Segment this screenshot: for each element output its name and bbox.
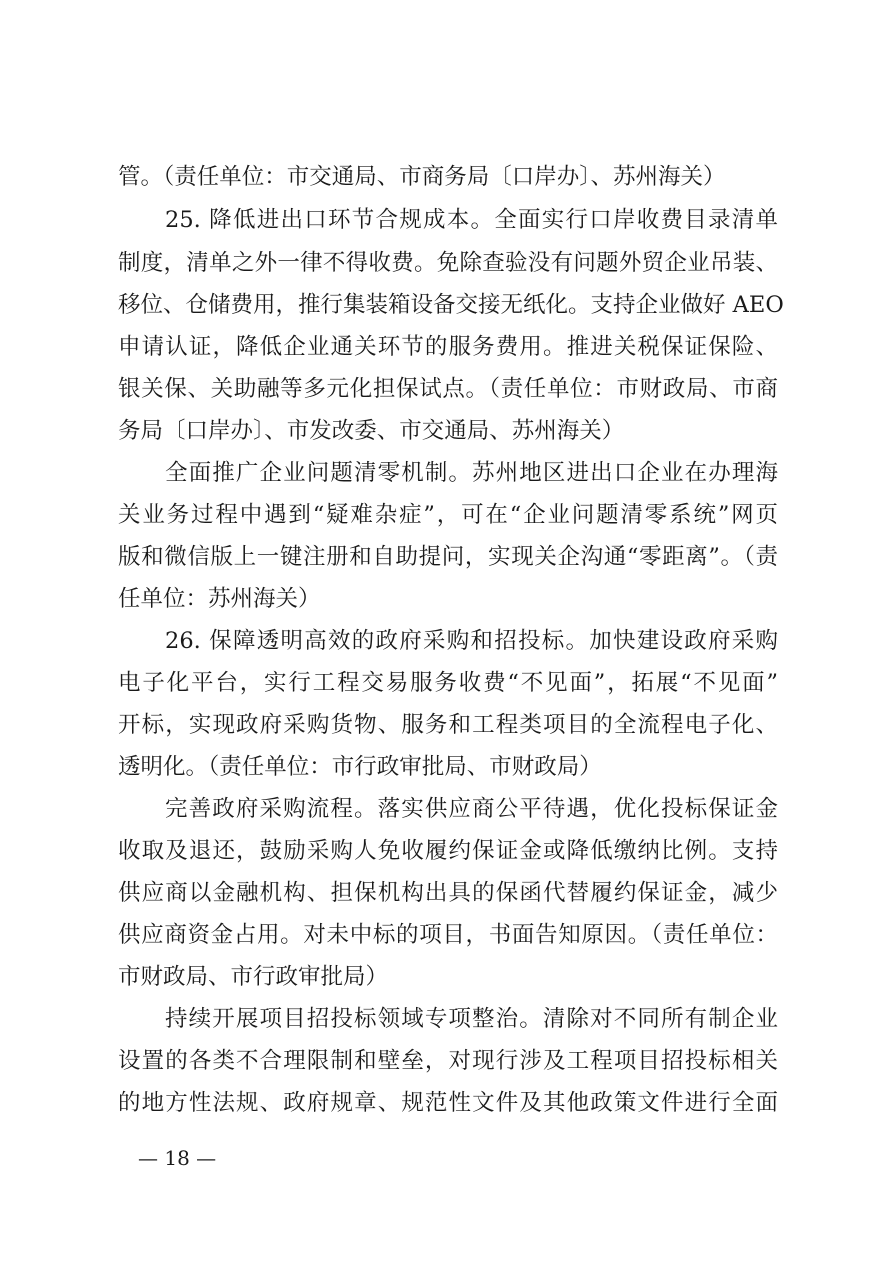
text-line: 市财政局、市行政审批局） (118, 964, 389, 990)
text-line: 供应商资金占用。对未中标的项目，书面告知原因。（责任单位： (118, 922, 778, 948)
paragraph-start: 完善政府采购流程。落实供应商公平待遇，优化投标保证金 (165, 796, 778, 822)
text-line: 供应商以金融机构、担保机构出具的保函代替履约保证金，减少 (118, 880, 778, 906)
text-line: 关业务过程中遇到“疑难杂症”，可在“企业问题清零系统”网页 (118, 502, 778, 528)
text-line: 电子化平台，实行工程交易服务收费“不见面”，拓展“不见面” (118, 670, 778, 696)
text-line: 透明化。（责任单位：市行政审批局、市财政局） (118, 754, 602, 780)
text-line: 制度，清单之外一律不得收费。免除查验没有问题外贸企业吊装、 (118, 250, 778, 276)
text-line: 收取及退还，鼓励采购人免收履约保证金或降低缴纳比例。支持 (118, 838, 778, 864)
text-line: 的地方性法规、政府规章、规范性文件及其他政策文件进行全面 (118, 1090, 778, 1116)
section-heading-26: 26. 保障透明高效的政府采购和招投标。加快建设政府采购 (165, 628, 778, 654)
text-line: 开标，实现政府采购货物、服务和工程类项目的全流程电子化、 (118, 712, 778, 738)
paragraph-start: 全面推广企业问题清零机制。苏州地区进出口企业在办理海 (165, 460, 778, 486)
section-heading-25: 25. 降低进出口环节合规成本。全面实行口岸收费目录清单 (165, 207, 778, 233)
text-line: 务局〔口岸办〕、市发改委、市交通局、苏州海关） (118, 418, 625, 444)
text-line: 管。（责任单位：市交通局、市商务局〔口岸办〕、苏州海关） (118, 164, 726, 190)
text-line: 移位、仓储费用，推行集装箱设备交接无纸化。支持企业做好 AEO (118, 292, 784, 318)
text-line: 银关保、关助融等多元化担保试点。（责任单位：市财政局、市商 (118, 376, 778, 402)
text-line: 设置的各类不合理限制和壁垒，对现行涉及工程项目招投标相关 (118, 1048, 778, 1074)
text-line: 任单位：苏州海关） (118, 586, 321, 612)
text-line: 申请认证，降低企业通关环节的服务费用。推进关税保证保险、 (118, 334, 778, 360)
paragraph-start: 持续开展项目招投标领域专项整治。清除对不同所有制企业 (165, 1006, 778, 1032)
page-number: — 18 — (138, 1146, 217, 1170)
text-line: 版和微信版上一键注册和自助提问，实现关企沟通“零距离”。（责 (118, 544, 778, 570)
